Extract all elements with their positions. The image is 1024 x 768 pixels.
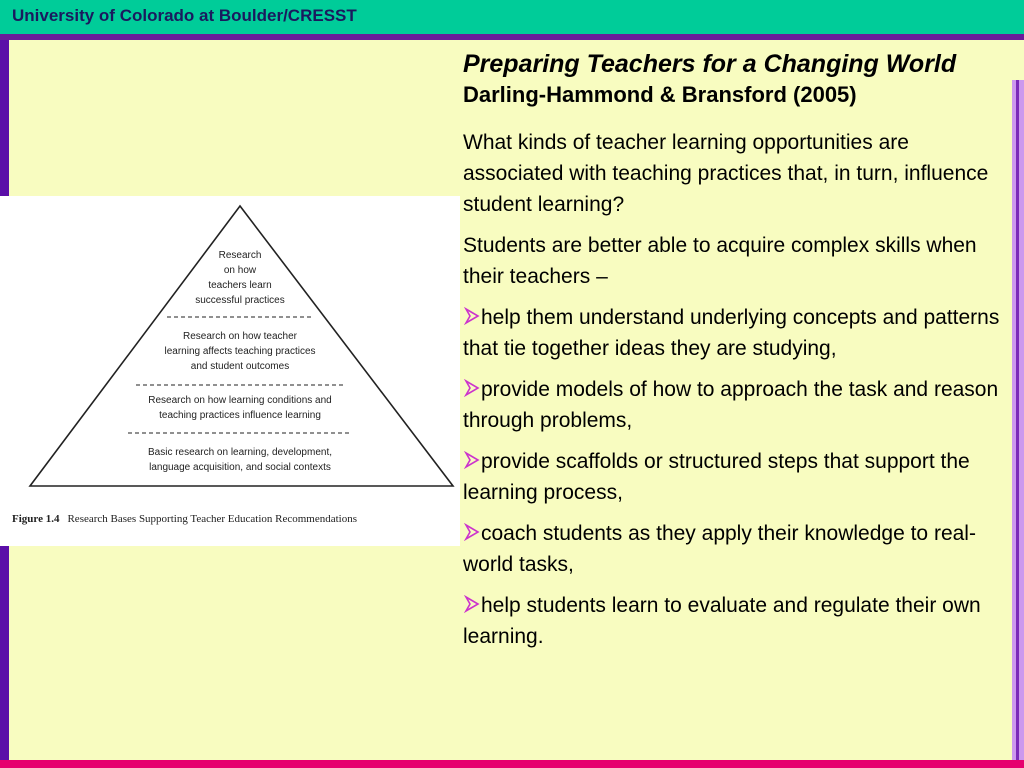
- figure-caption: [12, 513, 357, 525]
- bullet-item-3: [463, 446, 1008, 508]
- right-accent-line: [1016, 80, 1019, 760]
- bullet-item-1: [463, 302, 1008, 364]
- arrow-bullet-icon: [463, 595, 481, 613]
- level1-line2: on how: [223, 265, 257, 276]
- arrow-bullet-icon: [463, 451, 481, 469]
- level2-line2: learning affects teaching practices: [164, 346, 316, 357]
- top-divider: [0, 34, 1024, 40]
- level3-line1: Research on how learning conditions and: [148, 395, 332, 406]
- bullet-text: help students learn to evaluate and regulate their own learning.: [463, 594, 981, 648]
- arrow-bullet-icon: [463, 523, 481, 541]
- level2-line3: and student outcomes: [190, 361, 290, 372]
- arrow-bullet-icon: [463, 379, 481, 397]
- arrow-bullet-icon: [463, 307, 481, 325]
- bullet-item-5: [463, 590, 1008, 652]
- slide-subtitle: Darling-Hammond & Bransford (2005): [463, 82, 857, 107]
- level1-line3: teachers learn: [208, 280, 272, 291]
- slide-title: Preparing Teachers for a Changing World: [463, 50, 957, 78]
- bullet-text: provide scaffolds or structured steps that support the learning process,: [463, 450, 970, 504]
- level4-line1: Basic research on learning, development,: [148, 447, 332, 458]
- intro-paragraph: Students are better able to acquire complex skills when their teachers –: [463, 234, 977, 288]
- pyramid-figure: [0, 196, 460, 546]
- level3-line2: teaching practices influence learning: [159, 410, 321, 421]
- bullet-text: coach students as they apply their knowledge to real-world tasks,: [463, 522, 976, 576]
- bullet-item-4: [463, 518, 1008, 580]
- header-org-title: University of Colorado at Boulder/CRESST: [12, 6, 357, 25]
- level1-line4: successful practices: [195, 295, 285, 306]
- bottom-accent-bar: [0, 760, 1024, 768]
- figure-caption-label: Figure 1.4: [12, 513, 60, 525]
- header-bar: [0, 0, 1024, 34]
- bullet-text: provide models of how to approach the task and reason through problems,: [463, 378, 999, 432]
- question-paragraph: What kinds of teacher learning opportunities are associated with teaching practices that, in turn, influence student learning?: [463, 131, 989, 216]
- figure-caption-text: Research Bases Supporting Teacher Education Recommendations: [67, 513, 357, 525]
- level2-line1: Research on how teacher: [183, 331, 297, 342]
- bullet-item-2: [463, 374, 1008, 436]
- slide-content: [463, 47, 1008, 662]
- bullet-text: help them understand underlying concepts and patterns that tie together ideas they are studying,: [463, 306, 1000, 360]
- level1-line1: Research: [218, 250, 262, 261]
- pyramid-diagram: [0, 196, 460, 546]
- level4-line2: language acquisition, and social contexts: [149, 462, 331, 473]
